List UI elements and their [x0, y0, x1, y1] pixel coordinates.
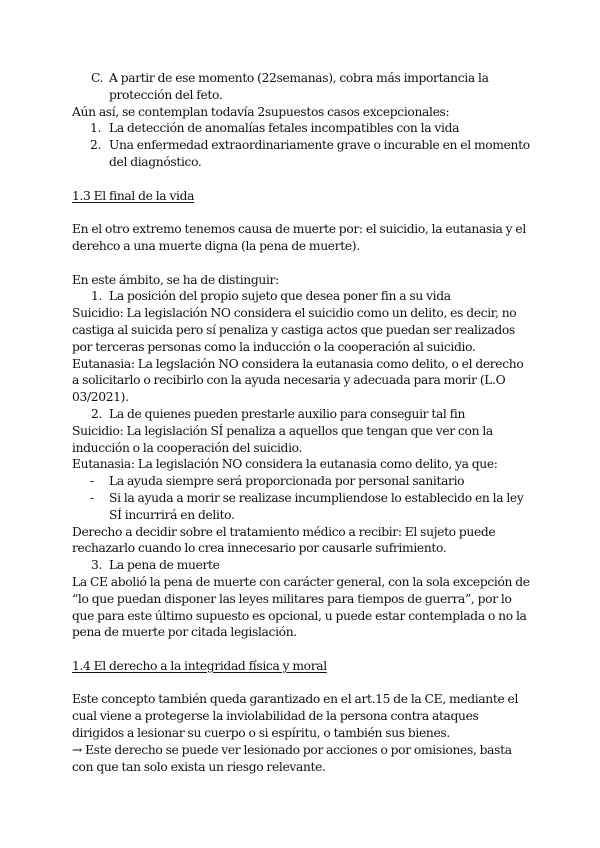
- list-marker: 2.: [90, 138, 102, 153]
- paragraph-derecho-decidir: Derecho a decidir sobre el tratamiento médico a recibir: El sujeto puede rechazarlo cuando lo crea innecesario por causarle sufrimiento.: [72, 524, 496, 556]
- exceptions-intro: Aún así, se contemplan todavía 2supuestos casos excepcionales:: [72, 104, 450, 119]
- paragraph-eutanasia-2: Eutanasia: La legislación NO considera la eutanasia como delito, ya que:: [72, 457, 498, 472]
- list-marker: -: [90, 490, 94, 505]
- list-marker: 1.: [91, 289, 103, 304]
- paragraph-integridad: Este concepto también queda garantizado en el art.15 de la CE, mediante el cual viene a protegerse la inviolabilidad de la persona contra ataques dirigidos a lesionar su cuerpo o si espíritu, o también sus bienes.: [72, 692, 519, 741]
- list-marker: -: [90, 474, 94, 489]
- list-item-text: A partir de ese momento (22semanas), cobra más importancia la protección del feto.: [109, 71, 489, 102]
- list-marker: 3.: [91, 558, 103, 573]
- list-item-text: La detección de anomalías fetales incompatibles con la vida: [109, 121, 460, 136]
- list-item-c: [72, 70, 532, 104]
- list-item-text: Si la ayuda a morir se realizase incumpliendose lo establecido en la ley SÍ incurrirá en delito.: [109, 490, 524, 522]
- dash-item-1: [72, 473, 532, 490]
- list-item-text: La pena de muerte: [109, 558, 220, 573]
- spacer: [72, 675, 532, 692]
- paragraph-pena-muerte: La CE abolió la pena de muerte con carácter general, con la sola excepción de “lo que puedan disponer las leyes militares para tiempos de guerra”, por lo que para este último supuesto es opcional, u puede estar contemplada o no la pena de muerte por citada legislación.: [72, 574, 530, 640]
- list-marker: C.: [91, 71, 104, 85]
- spacer: [72, 641, 532, 658]
- paragraph-suicidio-2: Suicidio: La legislación SÍ penaliza a aquellos que tengan que ver con la inducción o la cooperación del suicidio.: [72, 423, 493, 455]
- section-heading-1-3: 1.3 El final de la vida: [72, 188, 195, 203]
- numbered-item-2: [72, 406, 532, 423]
- paragraph-arrow-note: → Este derecho se puede ver lesionado por acciones o por omisiones, basta con que tan solo exista un riesgo relevante.: [72, 742, 512, 774]
- list-item-text: La ayuda siempre será proporcionada por personal sanitario: [109, 474, 465, 489]
- exception-item-2: [72, 137, 532, 171]
- paragraph-eutanasia-1: Eutanasia: La legslación NO considera la eutanasia como delito, o el derecho a solicitarlo o recibirlo con la ayuda necesaria y adecuada para morir (L.O 03/2021).: [72, 356, 524, 405]
- document-page: [72, 70, 532, 775]
- paragraph-distinguish: En este ámbito, se ha de distinguir:: [72, 272, 279, 287]
- list-marker: 2.: [91, 406, 103, 421]
- numbered-item-3: [72, 557, 532, 574]
- list-item-text: La posición del propio sujeto que desea poner fin a su vida: [109, 289, 451, 304]
- numbered-item-1: [72, 288, 532, 305]
- exception-item-1: [72, 120, 532, 137]
- paragraph-suicidio-1: Suicidio: La legislación NO considera el suicidio como un delito, es decir, no castiga al suicida pero sí penaliza y castiga actos que puedan ser realizados por terceras personas como la inducción o la cooperación al suicidio.: [72, 306, 517, 354]
- section-heading-1-4: 1.4 El derecho a la integridad física y moral: [72, 658, 327, 673]
- list-item-text: Una enfermedad extraordinariamente grave o incurable en el momento del diagnóstico.: [109, 138, 530, 169]
- paragraph-intro: En el otro extremo tenemos causa de muerte por: el suicidio, la eutanasia y el derehco a una muerte digna (la pena de muerte).: [72, 222, 526, 253]
- dash-item-2: [72, 490, 532, 524]
- list-marker: 1.: [90, 121, 102, 136]
- spacer: [72, 171, 532, 188]
- spacer: [72, 204, 532, 221]
- spacer: [72, 255, 532, 272]
- list-item-text: La de quienes pueden prestarle auxilio para conseguir tal fin: [109, 406, 466, 421]
